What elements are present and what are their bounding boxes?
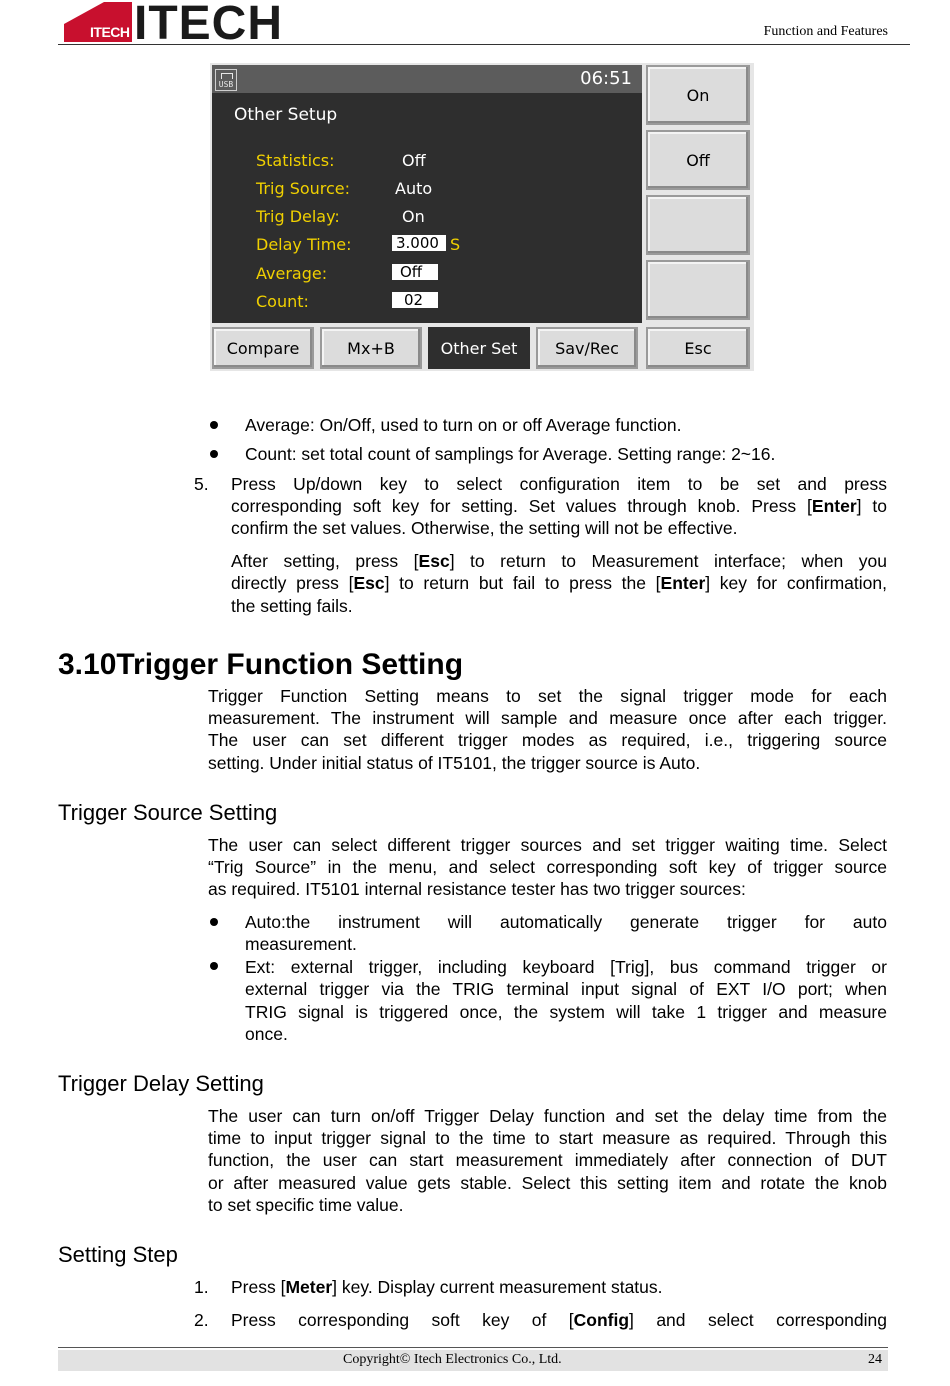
td-line: time to input trigger signal to the time to start measure as required. Through this <box>208 1128 887 1148</box>
softkey-compare[interactable]: Compare <box>212 327 314 369</box>
softkey-other-set[interactable]: Other Set <box>428 327 530 369</box>
usb-icon: USB <box>215 69 237 91</box>
step-number: 5. <box>194 474 209 494</box>
softkey-off[interactable]: Off <box>646 130 750 190</box>
step5-line: Press Up/down key to select configuration item to be set and press <box>231 474 887 494</box>
after-line: directly press [Esc] to return but fail to press the [Enter] key for confirmation, <box>231 573 887 593</box>
intro-line: The user can set different trigger modes as required, i.e., triggering source <box>208 730 887 750</box>
softkey-esc[interactable]: Esc <box>646 327 750 369</box>
intro-line: Trigger Function Setting means to set the signal trigger mode for each <box>208 686 887 706</box>
step-number: 2. <box>194 1310 209 1330</box>
value-trig-delay: On <box>402 207 425 226</box>
step5-line: confirm the set values. Otherwise, the setting will not be effective. <box>231 518 738 538</box>
instrument-screen <box>210 63 754 371</box>
section-title: 3.10Trigger Function Setting <box>58 648 464 681</box>
auto-line: measurement. <box>245 934 357 954</box>
footer-copyright: Copyright© Itech Electronics Co., Ltd. <box>343 1352 562 1367</box>
footer-divider <box>58 1347 888 1348</box>
value-average[interactable]: Off <box>392 264 438 280</box>
label-statistics: Statistics: <box>256 151 335 170</box>
ext-line: external trigger via the TRIG terminal input signal of EXT I/O port; when <box>245 979 887 999</box>
logo-small-text: ITECH <box>90 24 130 40</box>
page-number: 24 <box>868 1352 882 1367</box>
td-line: The user can turn on/off Trigger Delay function and set the delay time from the <box>208 1106 887 1126</box>
value-statistics: Off <box>402 151 426 170</box>
intro-line: measurement. The instrument will sample and measure once after each trigger. <box>208 708 887 728</box>
itech-logo <box>64 0 304 50</box>
ext-line: once. <box>245 1024 288 1044</box>
bullet-count: Count: set total count of samplings for Average. Setting range: 2~16. <box>245 444 776 464</box>
step1-line: Press [Meter] key. Display current measurement status. <box>231 1277 663 1297</box>
bullet-dot <box>210 918 218 926</box>
key-enter: Enter <box>660 573 706 593</box>
after-line: the setting fails. <box>231 596 353 616</box>
ext-line: TRIG signal is triggered once, the system will take 1 trigger and measure <box>245 1002 887 1022</box>
key-enter: Enter <box>811 496 857 516</box>
lcd-display <box>212 65 642 323</box>
label-count: Count: <box>256 292 309 311</box>
value-trig-source: Auto <box>395 179 433 198</box>
label-trig-delay: Trig Delay: <box>256 207 340 226</box>
softkey-blank-1[interactable] <box>646 195 750 255</box>
step5-line: corresponding soft key for setting. Set values through knob. Press [Enter] to <box>231 496 887 516</box>
after-line: After setting, press [Esc] to return to Measurement interface; when you <box>231 551 887 571</box>
ts-line: as required. IT5101 internal resistance tester has two trigger sources: <box>208 879 746 899</box>
header-divider <box>58 44 910 45</box>
bullet-average: Average: On/Off, used to turn on or off Average function. <box>245 415 682 435</box>
logo-red-block <box>64 2 132 42</box>
bullet-dot <box>210 962 218 970</box>
key-config: Config <box>573 1310 630 1330</box>
label-average: Average: <box>256 264 328 283</box>
ts-line: The user can select different trigger sources and set trigger waiting time. Select <box>208 835 887 855</box>
ts-line: “Trig Source” in the menu, and select corresponding soft key of trigger source <box>208 857 887 877</box>
screen-title: Other Setup <box>234 105 338 125</box>
ext-line: Ext: external trigger, including keyboard [Trig], bus command trigger or <box>245 957 887 977</box>
key-esc: Esc <box>353 573 385 593</box>
step-number: 1. <box>194 1277 209 1297</box>
value-count[interactable]: 02 <box>392 292 438 308</box>
clock: 06:51 <box>580 68 632 89</box>
subheading-trigger-delay: Trigger Delay Setting <box>58 1071 264 1096</box>
softkey-on[interactable]: On <box>646 65 750 125</box>
unit-delay-time: S <box>450 235 461 254</box>
key-esc: Esc <box>418 551 450 571</box>
softkey-mxb[interactable]: Mx+B <box>320 327 422 369</box>
subheading-trigger-source: Trigger Source Setting <box>58 800 278 825</box>
td-line: function, the user can start measurement immediately after connection of DUT <box>208 1150 887 1170</box>
intro-line: setting. Under initial status of IT5101, the trigger source is Auto. <box>208 753 701 773</box>
subheading-setting-step: Setting Step <box>58 1242 178 1267</box>
bullet-dot <box>210 450 218 458</box>
td-line: to set specific time value. <box>208 1195 404 1215</box>
label-trig-source: Trig Source: <box>256 179 351 198</box>
label-delay-time: Delay Time: <box>256 235 352 254</box>
key-meter: Meter <box>285 1277 333 1297</box>
status-bar <box>212 65 642 93</box>
value-delay-time[interactable]: 3.000 <box>392 235 446 251</box>
logo-big-text: ITECH <box>134 0 283 50</box>
header-section-title: Function and Features <box>763 24 888 39</box>
td-line: or after measured value gets stable. Select this setting item and rotate the knob <box>208 1173 887 1193</box>
step2-line: Press corresponding soft key of [Config] and select corresponding <box>231 1310 887 1330</box>
softkey-sav-rec[interactable]: Sav/Rec <box>536 327 638 369</box>
softkey-blank-2[interactable] <box>646 260 750 320</box>
bullet-dot <box>210 421 218 429</box>
auto-line: Auto:the instrument will automatically generate trigger for auto <box>245 912 887 932</box>
